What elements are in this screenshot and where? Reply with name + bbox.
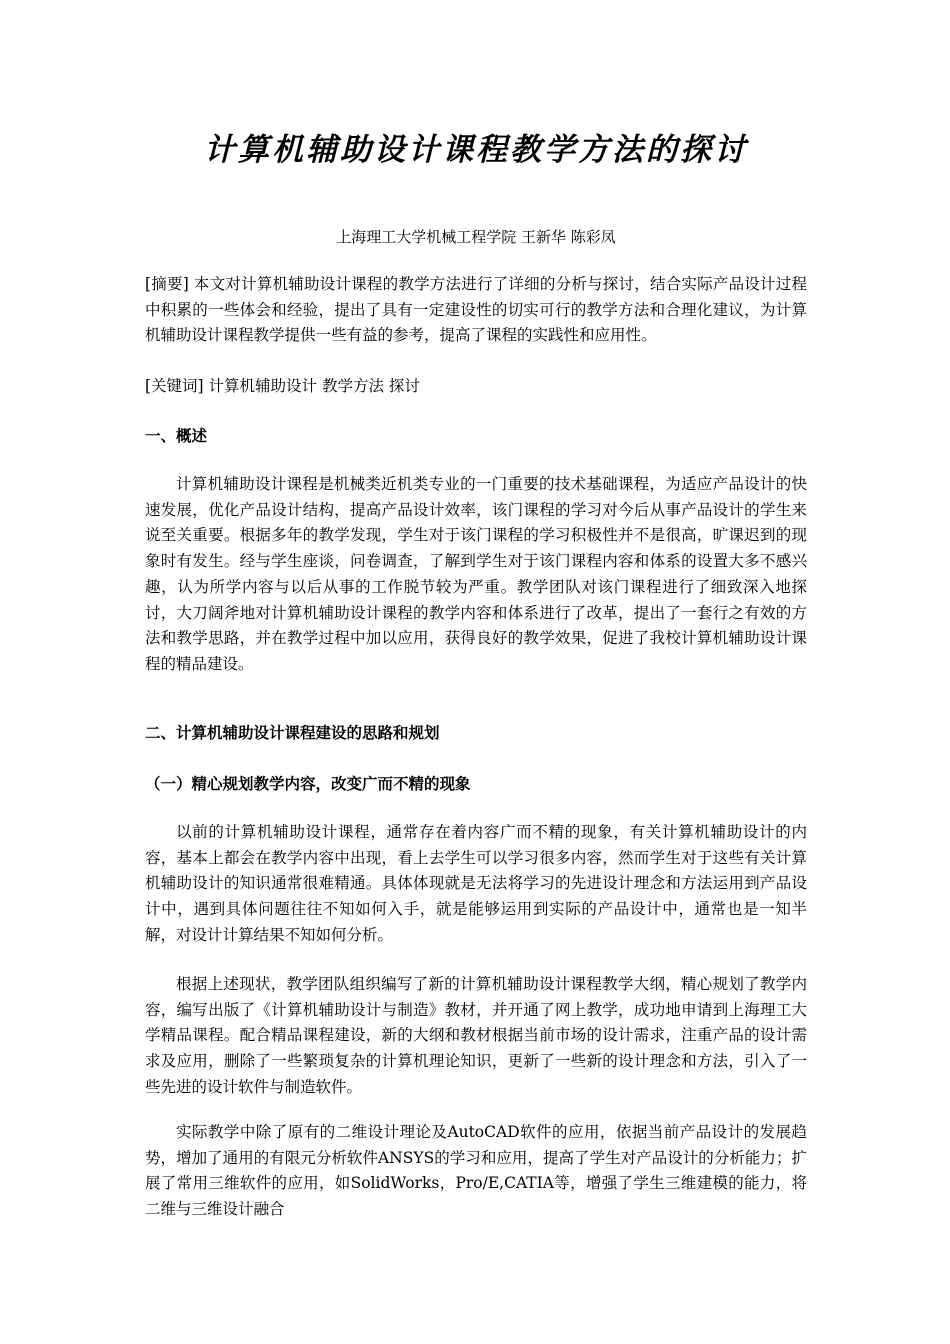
keywords: [关键词] 计算机辅助设计 教学方法 探讨: [145, 377, 420, 395]
paragraph-new-syllabus: 根据上述现状，教学团队组织编写了新的计算机辅助设计课程教学大纲，精心规划了教学内容，编写出版了《计算机辅助设计与制造》教材，并开通了网上教学，成功地申请到上海理工大学精品课程。配合精品课程建设，新的大纲和教材根据当前市场的设计需求，注重产品的设计需求及应用，删除了一些繁琐复杂的计算机理论知识，更新了一些新的设计理念和方法，引入了一些先进的设计软件与制造软件。: [145, 975, 807, 1096]
page-title: 计算机辅助设计课程教学方法的探讨: [204, 132, 748, 168]
paragraph-overview: 计算机辅助设计课程是机械类近机类专业的一门重要的技术基础课程，为适应产品设计的快速发展，优化产品设计结构，提高产品设计效率，该门课程的学习对今后从事产品设计的学生来说至关重要。根据多年的教学发现，学生对于该门课程的学习积极性并不是很高，旷课迟到的现象时有发生。经与学生座谈，问卷调查，了解到学生对于该门课程内容和体系的设置大多不感兴趣，认为所学内容与以后从事的工作脱节较为严重。教学团队对该门课程进行了细致深入地探讨，大刀阔斧地对计算机辅助设计课程的教学内容和体系进行了改革，提出了一套行之有效的方法和教学思路，并在教学过程中加以应用，获得良好的教学效果，促进了我校计算机辅助设计课程的精品建设。: [145, 475, 807, 673]
section-heading-course-planning: 二、计算机辅助设计课程建设的思路和规划: [145, 724, 440, 742]
abstract: [摘要] 本文对计算机辅助设计课程的教学方法进行了详细的分析与探讨，结合实际产品设计过程中积累的一些体会和经验，提出了具有一定建设性的切实可行的教学方法和合理化建议，为计算机辅助设计课程教学提供一些有益的参考，提高了课程的实践性和应用性。: [145, 275, 807, 345]
paragraph-software-teaching: 实际教学中除了原有的二维设计理论及AutoCAD软件的应用，依据当前产品设计的发展趋势，增加了通用的有限元分析软件ANSYS的学习和应用，提高了学生对产品设计的分析能力；扩展了常用三维软件的应用，如SolidWorks，Pro/E,CATIA等，增强了学生三维建模的能力，将二维与三维设计融合: [145, 1123, 807, 1219]
author-line: 上海理工大学机械工程学院 王新华 陈彩凤: [336, 228, 616, 246]
subsection-heading-teaching-content: （一）精心规划教学内容，改变广而不精的现象: [145, 775, 471, 793]
section-heading-overview: 一、概述: [145, 427, 208, 445]
paragraph-previous-course: 以前的计算机辅助设计课程，通常存在着内容广而不精的现象，有关计算机辅助设计的内容，基本上都会在教学内容中出现，看上去学生可以学习很多内容，然而学生对于这些有关计算机辅助设计的知识通常很难精通。具体体现就是无法将学习的先进设计理念和方法运用到产品设计中，遇到具体问题往往不知如何入手，就是能够运用到实际的产品设计中，通常也是一知半解，对设计计算结果不知如何分析。: [145, 823, 807, 944]
